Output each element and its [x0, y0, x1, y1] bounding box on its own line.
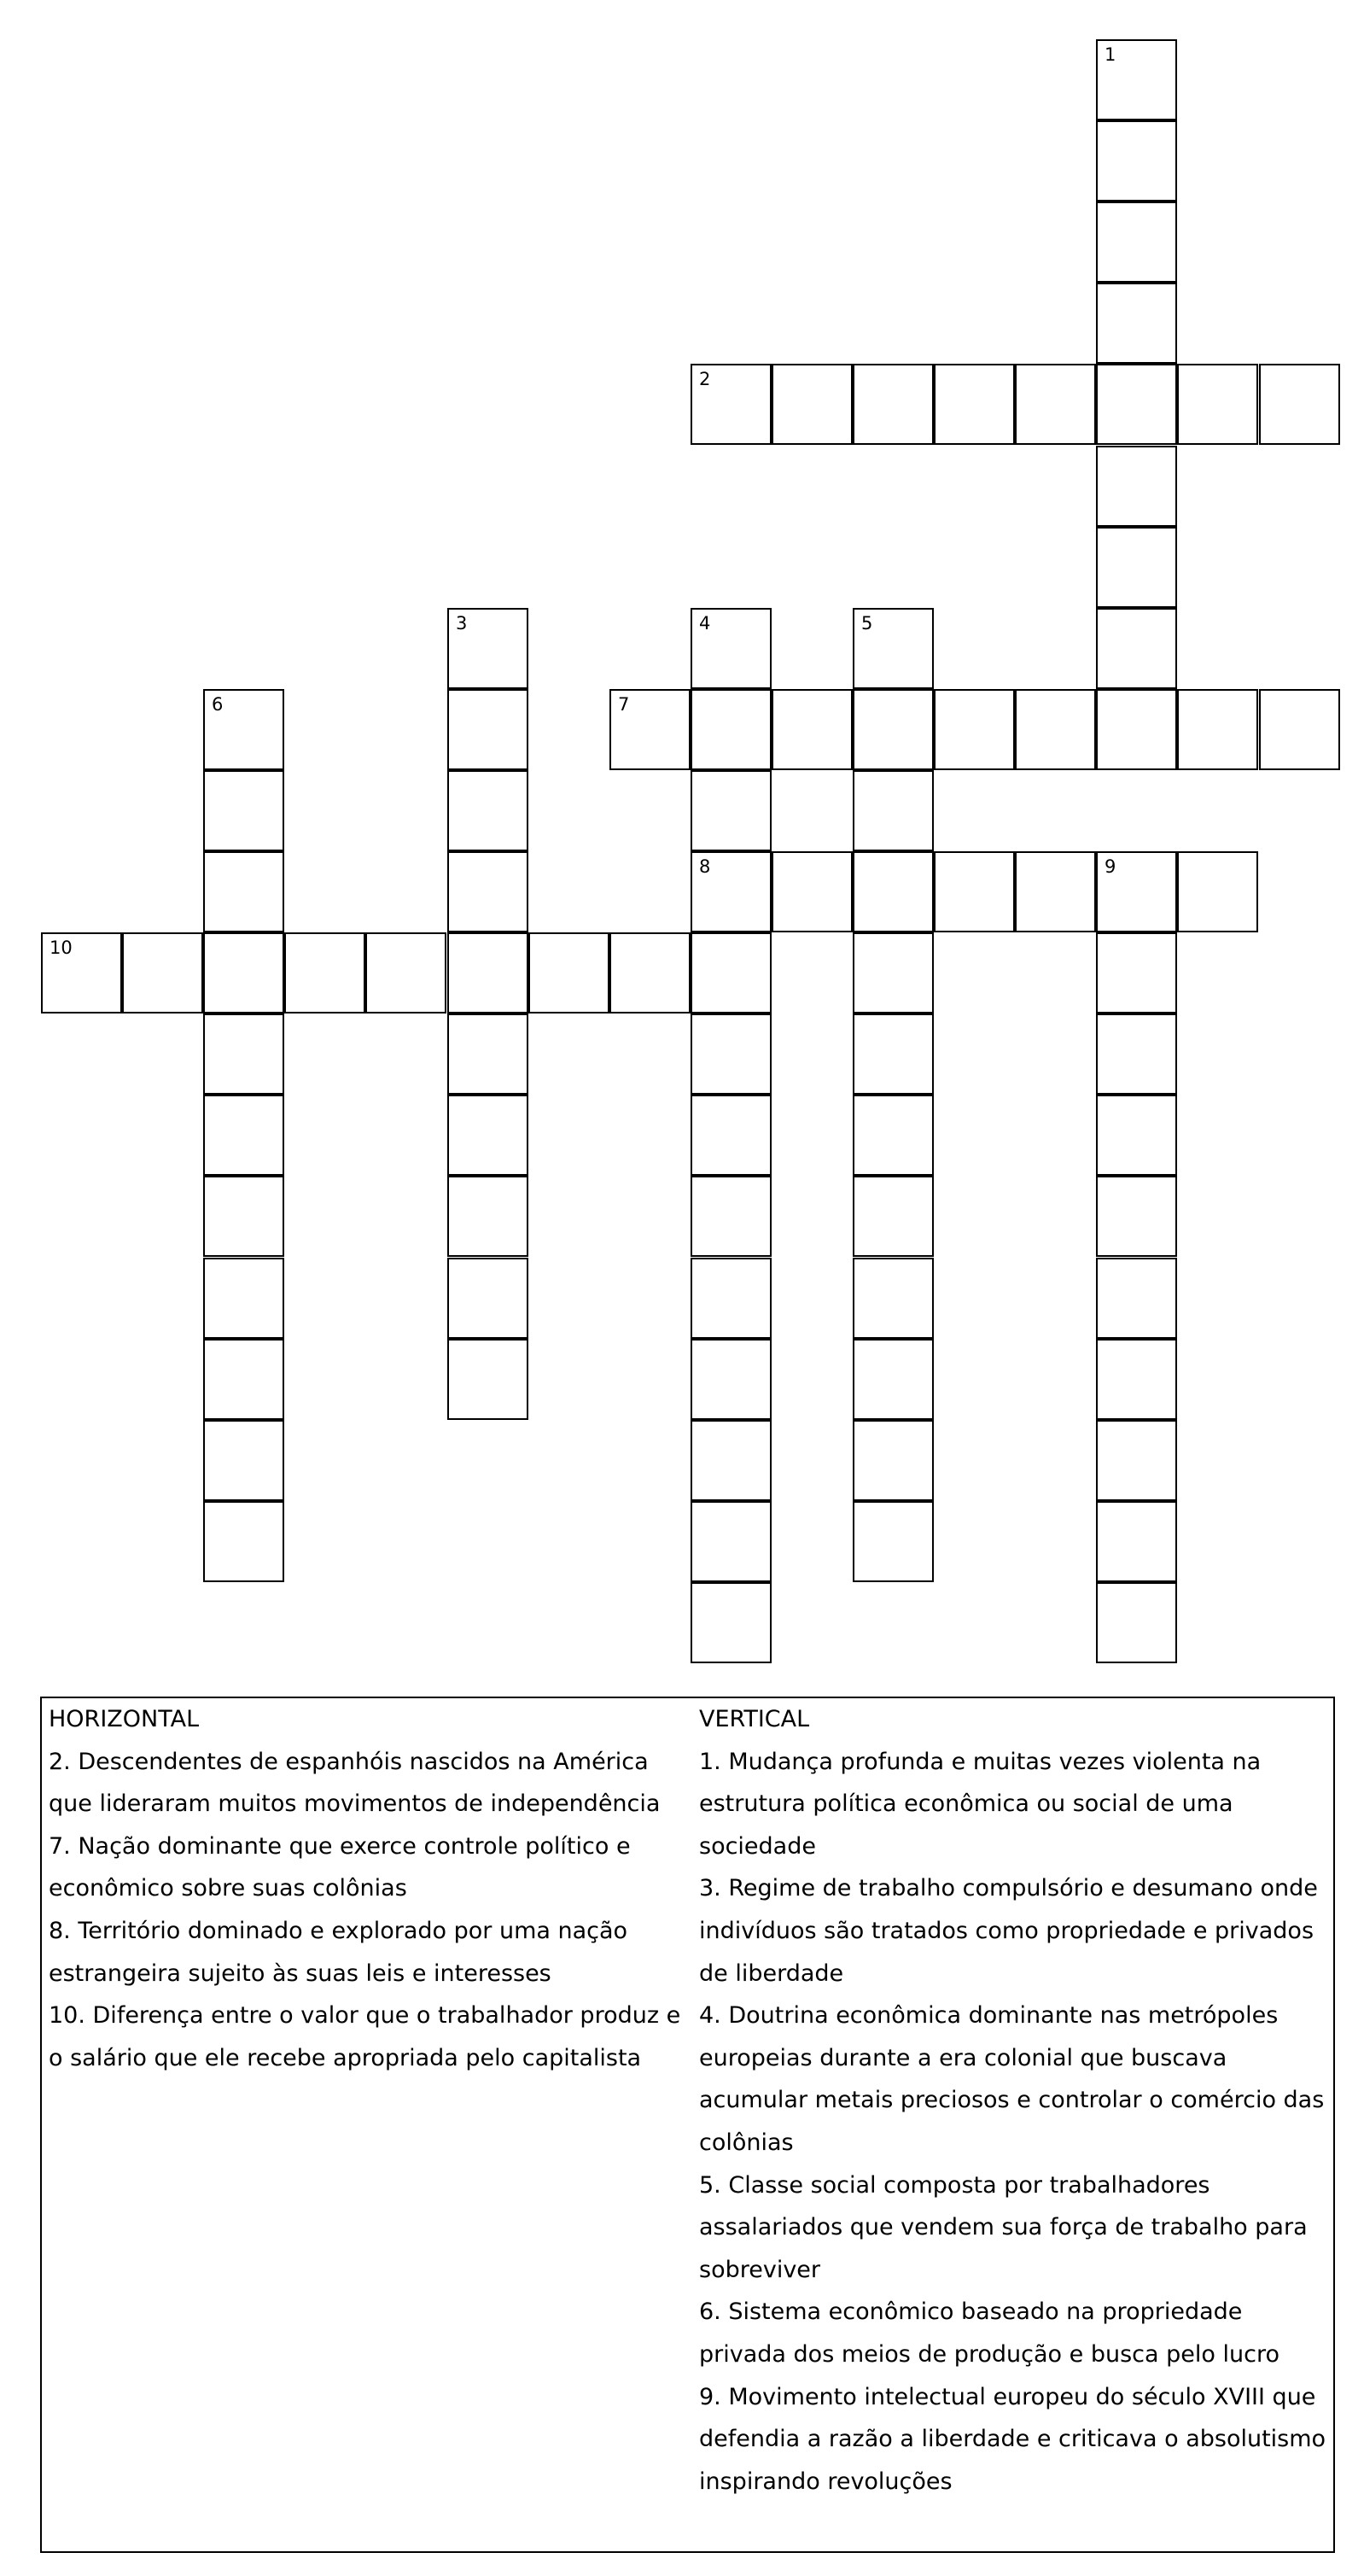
- grid-cell[interactable]: [203, 932, 284, 1013]
- grid-cell[interactable]: [1096, 283, 1177, 364]
- clue-number: 4: [699, 613, 711, 634]
- down-clue-4: 4. Doutrina econômica dominante nas metrópoles europeias durante a era colonial que buscava acumular metais preciosos e controlar o comércio das colônias: [699, 2002, 1325, 2156]
- grid-cell[interactable]: [1096, 527, 1177, 608]
- grid-cell[interactable]: [1259, 364, 1340, 445]
- grid-cell[interactable]: [691, 1582, 772, 1663]
- grid-cell[interactable]: [447, 770, 528, 851]
- grid-cell[interactable]: [1259, 689, 1340, 770]
- grid-cell[interactable]: [1015, 364, 1096, 445]
- grid-cell[interactable]: [853, 851, 934, 932]
- grid-cell[interactable]: [691, 1501, 772, 1582]
- grid-cell[interactable]: [447, 608, 528, 689]
- grid-cell[interactable]: [609, 932, 691, 1013]
- grid-cell[interactable]: [691, 932, 772, 1013]
- grid-cell[interactable]: [447, 932, 528, 1013]
- grid-cell[interactable]: [609, 689, 691, 770]
- grid-cell[interactable]: [203, 1339, 284, 1420]
- grid-cell[interactable]: [203, 1258, 284, 1339]
- grid-cell[interactable]: [203, 689, 284, 770]
- grid-cell[interactable]: [203, 770, 284, 851]
- across-clue-2: 2. Descendentes de espanhóis nascidos na América que lideraram muitos movimentos de independência: [49, 1748, 661, 1818]
- grid-cell[interactable]: [853, 932, 934, 1013]
- grid-cell[interactable]: [1096, 932, 1177, 1013]
- across-clues-column: [49, 1698, 696, 2079]
- grid-cell[interactable]: [853, 608, 934, 689]
- grid-cell[interactable]: [447, 1095, 528, 1176]
- grid-cell[interactable]: [447, 1258, 528, 1339]
- grid-cell[interactable]: [203, 1095, 284, 1176]
- clue-number: 8: [699, 856, 711, 877]
- grid-cell[interactable]: [1177, 689, 1258, 770]
- grid-cell[interactable]: [772, 851, 853, 932]
- grid-cell[interactable]: [1015, 689, 1096, 770]
- grid-cell[interactable]: [691, 770, 772, 851]
- grid-cell[interactable]: [122, 932, 203, 1013]
- grid-cell[interactable]: [853, 1176, 934, 1257]
- grid-cell[interactable]: [41, 932, 122, 1013]
- grid-cell[interactable]: [203, 1420, 284, 1501]
- grid-cell[interactable]: [1096, 202, 1177, 283]
- grid-cell[interactable]: [1096, 1258, 1177, 1339]
- grid-cell[interactable]: [1096, 364, 1177, 445]
- grid-cell[interactable]: [1096, 1176, 1177, 1257]
- grid-cell[interactable]: [853, 1339, 934, 1420]
- grid-cell[interactable]: [772, 364, 853, 445]
- grid-cell[interactable]: [447, 1339, 528, 1420]
- grid-cell[interactable]: [691, 1013, 772, 1095]
- grid-cell[interactable]: [853, 770, 934, 851]
- clue-number: 3: [456, 613, 468, 634]
- grid-cell[interactable]: [203, 851, 284, 932]
- grid-cell[interactable]: [691, 1420, 772, 1501]
- clue-number: 6: [212, 694, 224, 715]
- grid-cell[interactable]: [853, 1420, 934, 1501]
- grid-cell[interactable]: [691, 1339, 772, 1420]
- grid-cell[interactable]: [1096, 851, 1177, 932]
- clue-number: 1: [1105, 44, 1116, 65]
- down-clue-6: 6. Sistema econômico baseado na propriedade privada dos meios de produção e busca pelo lucro: [699, 2299, 1279, 2368]
- grid-cell[interactable]: [203, 1501, 284, 1582]
- across-heading: HORIZONTAL: [49, 1706, 200, 1732]
- grid-cell[interactable]: [934, 364, 1015, 445]
- across-clue-7: 7. Nação dominante que exerce controle político e econômico sobre suas colônias: [49, 1832, 631, 1902]
- grid-cell[interactable]: [1177, 851, 1258, 932]
- grid-cell[interactable]: [691, 1095, 772, 1176]
- grid-cell[interactable]: [1015, 851, 1096, 932]
- grid-cell[interactable]: [203, 1013, 284, 1095]
- grid-cell[interactable]: [853, 689, 934, 770]
- grid-cell[interactable]: [1096, 1095, 1177, 1176]
- grid-cell[interactable]: [691, 1176, 772, 1257]
- grid-cell[interactable]: [1096, 446, 1177, 527]
- down-clues-column: [699, 1698, 1331, 2503]
- down-heading: VERTICAL: [699, 1706, 810, 1732]
- clue-number: 9: [1105, 856, 1116, 877]
- grid-cell[interactable]: [1096, 608, 1177, 689]
- grid-cell[interactable]: [1096, 39, 1177, 120]
- grid-cell[interactable]: [1096, 1582, 1177, 1663]
- grid-cell[interactable]: [691, 364, 772, 445]
- clue-number: 10: [50, 938, 73, 958]
- grid-cell[interactable]: [772, 689, 853, 770]
- grid-cell[interactable]: [934, 689, 1015, 770]
- grid-cell[interactable]: [1096, 1013, 1177, 1095]
- grid-cell[interactable]: [447, 689, 528, 770]
- across-clue-10: 10. Diferença entre o valor que o trabalhador produz e o salário que ele recebe apropriada pelo capitalista: [49, 2002, 681, 2071]
- across-clue-8: 8. Território dominado e explorado por uma nação estrangeira sujeito às suas leis e interesses: [49, 1917, 628, 1987]
- clue-number: 7: [618, 694, 630, 715]
- grid-cell[interactable]: [1096, 1420, 1177, 1501]
- grid-cell[interactable]: [853, 1095, 934, 1176]
- grid-cell[interactable]: [365, 932, 446, 1013]
- clue-box: [40, 1697, 1335, 2553]
- grid-cell[interactable]: [1096, 689, 1177, 770]
- grid-cell[interactable]: [203, 1176, 284, 1257]
- grid-cell[interactable]: [528, 932, 609, 1013]
- down-clue-3: 3. Regime de trabalho compulsório e desumano onde indivíduos são tratados como propriedade e privados de liberdade: [699, 1875, 1318, 1987]
- grid-cell[interactable]: [447, 1013, 528, 1095]
- grid-cell[interactable]: [1096, 120, 1177, 202]
- grid-cell[interactable]: [853, 1258, 934, 1339]
- down-clue-1: 1. Mudança profunda e muitas vezes violenta na estrutura política econômica ou social de uma sociedade: [699, 1748, 1262, 1860]
- down-clue-5: 5. Classe social composta por trabalhadores assalariados que vendem sua força de trabalho para sobreviver: [699, 2171, 1308, 2283]
- grid-cell[interactable]: [447, 1176, 528, 1257]
- clue-number: 5: [861, 613, 873, 634]
- grid-cell[interactable]: [691, 608, 772, 689]
- grid-cell[interactable]: [1096, 1339, 1177, 1420]
- grid-cell[interactable]: [853, 1501, 934, 1582]
- grid-cell[interactable]: [691, 851, 772, 932]
- grid-cell[interactable]: [691, 689, 772, 770]
- grid-cell[interactable]: [1177, 364, 1258, 445]
- down-clue-9: 9. Movimento intelectual europeu do século XVIII que defendia a razão a liberdade e criticava o absolutismo inspirando revoluções: [699, 2383, 1326, 2495]
- grid-cell[interactable]: [934, 851, 1015, 932]
- clue-number: 2: [699, 369, 711, 389]
- grid-cell[interactable]: [1096, 1501, 1177, 1582]
- grid-cell[interactable]: [447, 851, 528, 932]
- grid-cell[interactable]: [853, 1013, 934, 1095]
- grid-cell[interactable]: [284, 932, 365, 1013]
- grid-cell[interactable]: [691, 1258, 772, 1339]
- grid-cell[interactable]: [853, 364, 934, 445]
